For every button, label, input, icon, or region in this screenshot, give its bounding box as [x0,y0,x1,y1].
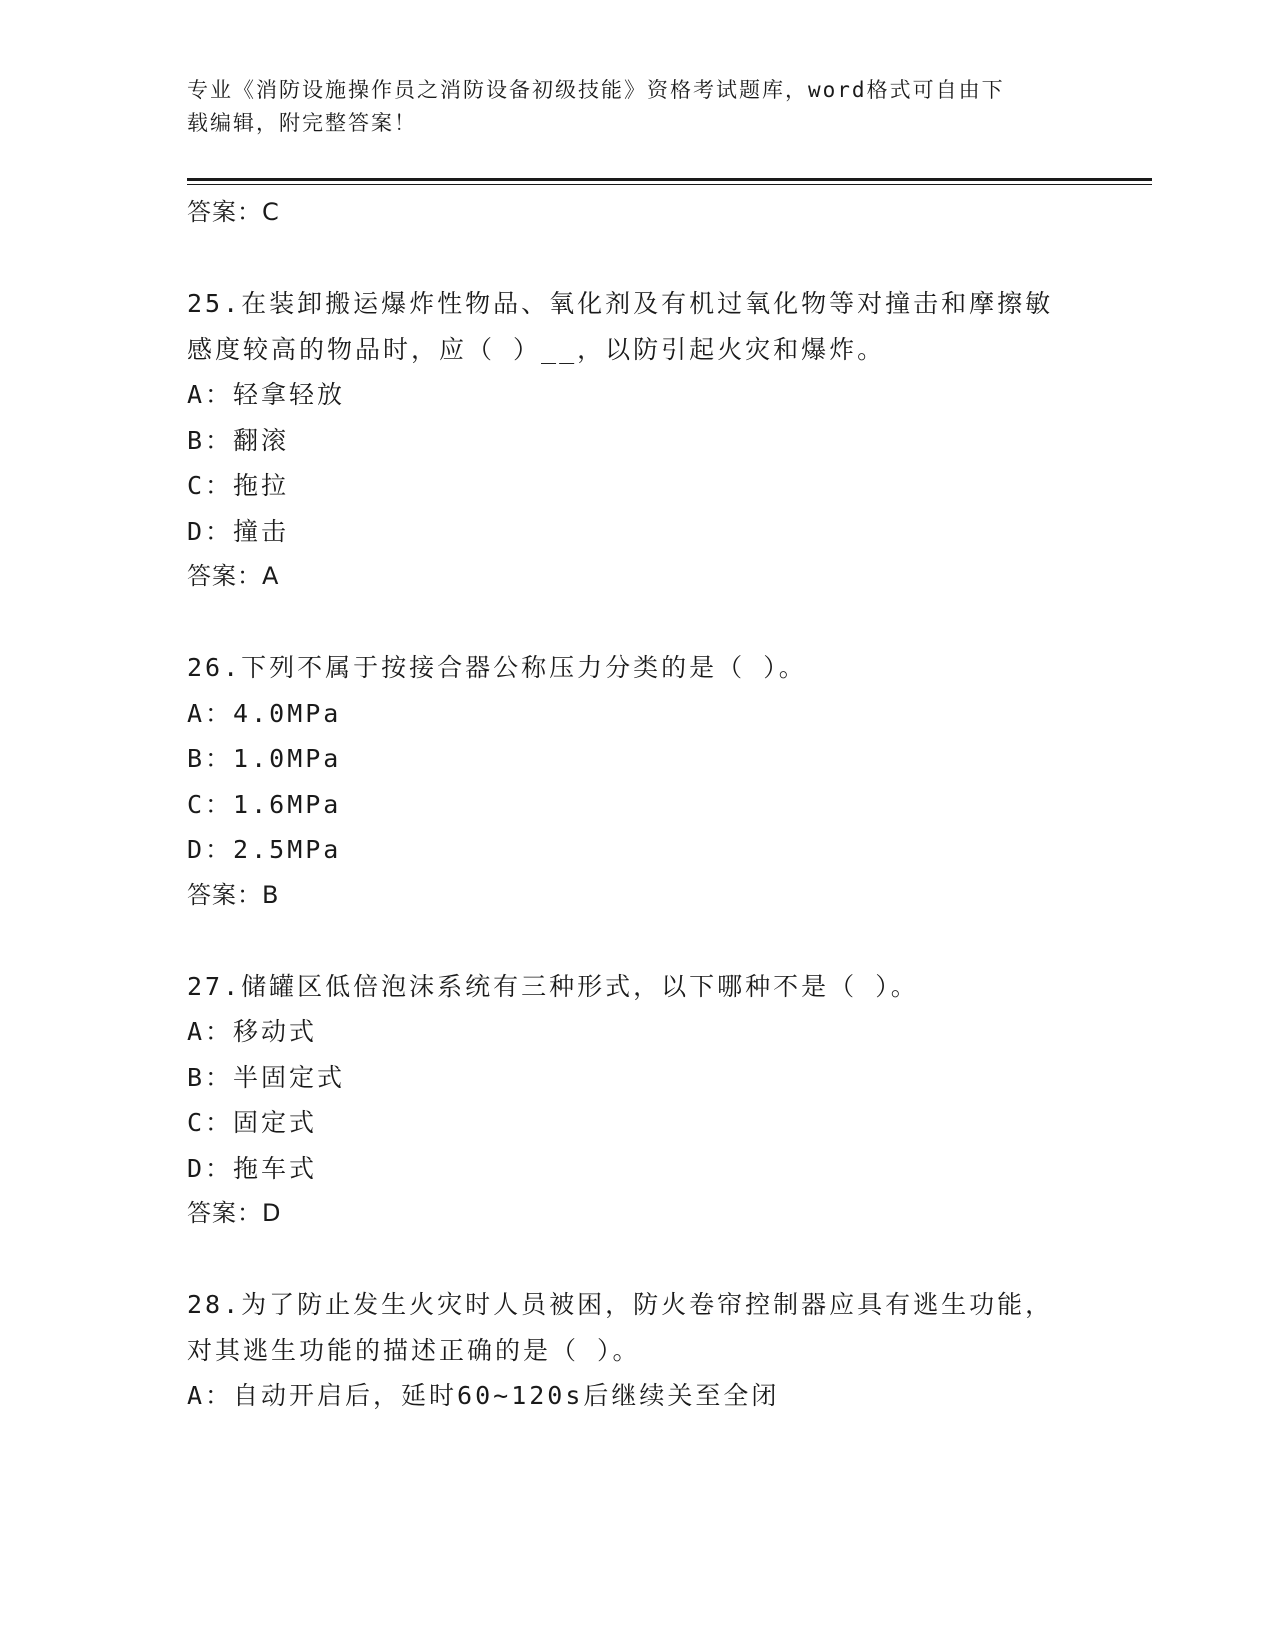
option-d: D：撞击 [187,516,290,546]
question-25 [187,281,1087,598]
option-c: C：拖拉 [187,471,290,500]
question-27 [187,964,1087,1236]
option-a: A：自动开启后，延时60~120s后继续关至全闭 [187,1381,780,1410]
question-list [187,190,1087,1419]
question-text: 感度较高的物品时，应（ ）__，以防引起火灾和爆炸。 [187,334,886,364]
question-text: 25.在装卸搬运爆炸性物品、氧化剂及有机过氧化物等对撞击和摩擦敏 [187,289,1054,318]
header-line-1: 专业《消防设施操作员之消防设备初级技能》资格考试题库，word格式可自由下 [187,78,1005,102]
previous-answer: 答案：C [187,198,280,226]
option-d: D：2.5MPa [187,835,342,864]
answer: 答案：A [187,562,280,590]
option-a: A：移动式 [187,1017,318,1046]
document-header [187,74,1067,140]
answer: 答案：B [187,880,280,909]
option-b: B：半固定式 [187,1062,346,1092]
header-rule-thick [187,178,1152,181]
question-text: 27.储罐区低倍泡沫系统有三种形式，以下哪种不是（ ）。 [187,971,919,1001]
question-text: 28.为了防止发生火灾时人员被困，防火卷帘控制器应具有逃生功能， [187,1290,1054,1319]
question-text: 26.下列不属于按接合器公称压力分类的是（ ）。 [187,653,807,682]
header-rule-thin [187,184,1152,185]
question-28 [187,1282,1087,1419]
answer: 答案：D [187,1199,282,1227]
option-c: C：固定式 [187,1108,318,1137]
question-text: 对其逃生功能的描述正确的是（ ）。 [187,1335,641,1365]
option-d: D：拖车式 [187,1153,318,1183]
header-line-2: 载编辑，附完整答案！ [187,111,417,135]
option-b: B：翻滚 [187,425,290,455]
option-a: A：轻拿轻放 [187,380,346,409]
option-b: B：1.0MPa [187,744,342,773]
option-a: A：4.0MPa [187,698,342,728]
question-26 [187,645,1087,917]
option-c: C：1.6MPa [187,789,342,819]
